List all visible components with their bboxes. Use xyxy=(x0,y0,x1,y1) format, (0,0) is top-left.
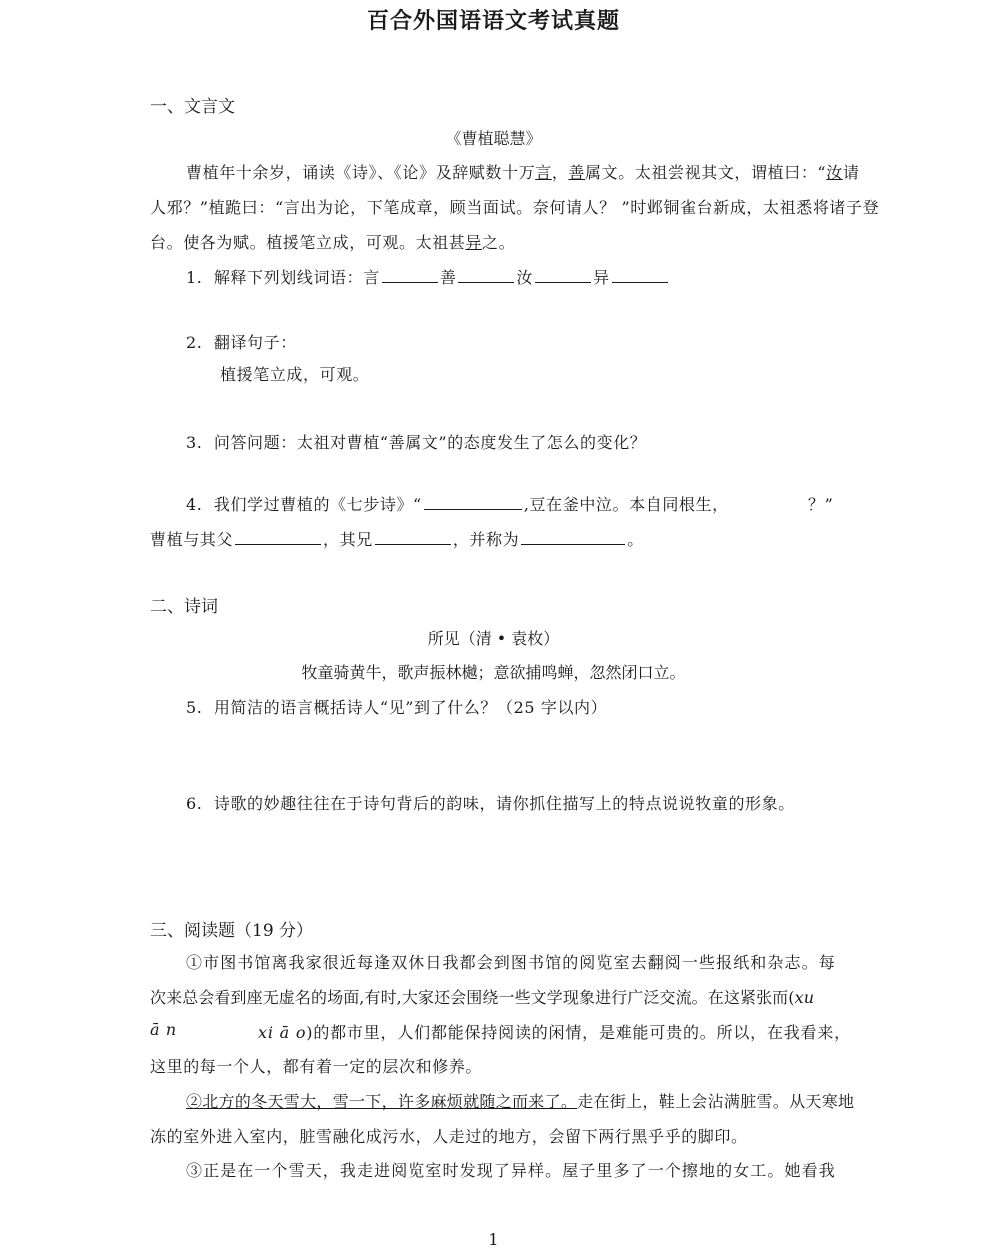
passage-text: 属文。太祖尝视其文，谓植曰：“ xyxy=(585,163,827,182)
question-4 xyxy=(186,492,729,515)
reading-paragraph-1-cont xyxy=(150,985,814,1008)
reading-text: )的都市里，人们都能保持阅读的闲情，是难能可贵的。所以，在我看来， xyxy=(306,1023,851,1042)
poem-text: 牧童骑黄牛，歌声振林樾；意欲捕鸣蝉，忽然闭口立。 xyxy=(301,663,686,682)
question-number: 2. xyxy=(186,333,203,352)
answer-label: 异 xyxy=(593,268,610,287)
question-text: 。 xyxy=(627,530,644,549)
section-heading-poetry: 二、诗词 xyxy=(150,597,218,617)
passage-line: 人邪？”植跪曰：“言出为论，下笔成章，顾当面试。奈何请人？ ”时邺铜雀台新成，太祖悉将诸子登 xyxy=(150,198,880,217)
answer-blank[interactable] xyxy=(535,281,591,283)
reading-paragraph-1-cont: 这里的每一个人，都有着一定的层次和修养。 xyxy=(150,1057,483,1076)
question-3 xyxy=(186,430,646,453)
reading-text: 次来总会看到座无虚名的场面,有时,大家还会围绕一些文学现象进行广泛交流。在这紧张而( xyxy=(150,988,795,1007)
reading-paragraph-1-cont xyxy=(258,1020,851,1043)
section-heading-classical: 一、文言文 xyxy=(150,97,235,117)
underlined-word: 善 xyxy=(568,163,586,182)
question-text: 翻译句子： xyxy=(213,333,297,352)
question-text: 解释下列划线词语： xyxy=(213,268,364,287)
question-1 xyxy=(186,265,670,288)
question-number: 4. xyxy=(186,495,203,514)
question-text: ，其兄 xyxy=(323,530,373,549)
passage-text: ， xyxy=(551,163,569,182)
question-2 xyxy=(186,330,297,353)
section-heading-reading: 三、阅读题（19 分） xyxy=(150,921,314,941)
answer-blank[interactable] xyxy=(382,281,438,283)
question-text: 用简洁的语言概括诗人“见”到了什么？（25 字以内） xyxy=(213,698,608,717)
question-text: 我们学过曹植的《七步诗》“ xyxy=(213,495,422,514)
question-number: 5. xyxy=(186,698,203,717)
passage-text: 曹植年十余岁，诵读《诗》、《论》及辞赋数十万 xyxy=(186,163,536,182)
question-text: 问答问题：太祖对曹植“善属文”的态度发生了怎么的变化？ xyxy=(213,433,647,452)
passage-text: 台。使各为赋。植援笔立成，可观。太祖甚 xyxy=(150,233,466,252)
pinyin: xu xyxy=(794,988,815,1007)
passage-text: 之。 xyxy=(482,233,516,252)
page-number: 1 xyxy=(488,1230,499,1249)
passage-line xyxy=(150,230,515,253)
passage-line xyxy=(186,160,859,183)
question-4-line2 xyxy=(150,527,644,550)
question-6 xyxy=(186,791,795,814)
underlined-word: 汝 xyxy=(826,163,843,182)
answer-label: 言 xyxy=(363,268,380,287)
question-text: ，并称为 xyxy=(452,530,520,549)
reading-paragraph-1-cont xyxy=(150,1020,177,1039)
answer-blank[interactable] xyxy=(424,508,522,510)
reading-paragraph-2-cont: 冻的室外进入室内，脏雪融化成污水，人走过的地方，会留下两行黑乎乎的脚印。 xyxy=(150,1127,748,1146)
reading-text: 走在街上，鞋上会沾满脏雪。从天寒地 xyxy=(577,1092,855,1111)
poem-title: 所见（清 • 袁枚） xyxy=(427,629,560,648)
passage-text: 请 xyxy=(842,163,860,182)
passage-title: 《曹植聪慧》 xyxy=(445,129,542,148)
translation-sentence: 植援笔立成，可观。 xyxy=(220,365,370,384)
question-4-end: ？” xyxy=(808,495,834,514)
question-text: 曹植与其父 xyxy=(150,530,234,549)
underlined-word: 异 xyxy=(465,233,483,252)
answer-label: 汝 xyxy=(516,268,534,287)
answer-blank[interactable] xyxy=(375,543,451,545)
question-number: 3. xyxy=(186,433,203,452)
answer-blank[interactable] xyxy=(612,281,668,283)
reading-paragraph-2 xyxy=(186,1089,854,1112)
answer-blank[interactable] xyxy=(458,281,514,283)
answer-label: 善 xyxy=(439,268,457,287)
answer-blank[interactable] xyxy=(521,543,625,545)
underlined-word: 言 xyxy=(535,163,552,182)
underlined-sentence: ②北方的冬天雪大，雪一下，许多麻烦就随之而来了。 xyxy=(186,1092,578,1111)
question-text: 诗歌的妙趣往往在于诗句背后的韵味，请你抓住描写上的特点说说牧童的形象。 xyxy=(213,794,795,813)
reading-paragraph-1: ①市图书馆离我家很近每逢双休日我都会到图书馆的阅览室去翻阅一些报纸和杂志。每 xyxy=(186,953,836,972)
pinyin: ā n xyxy=(150,1020,177,1039)
question-number: 6. xyxy=(186,794,203,813)
answer-blank[interactable] xyxy=(235,543,321,545)
pinyin: xi ā o xyxy=(258,1023,307,1042)
question-text: ,豆在釜中泣。本自同根生， xyxy=(523,495,729,514)
page-title: 百合外国语语文考试真题 xyxy=(366,8,620,34)
question-number: 1. xyxy=(186,268,203,287)
reading-paragraph-3: ③正是在一个雪天，我走进阅览室时发现了异样。屋子里多了一个擦地的女工。她看我 xyxy=(186,1161,836,1180)
question-5 xyxy=(186,695,607,718)
